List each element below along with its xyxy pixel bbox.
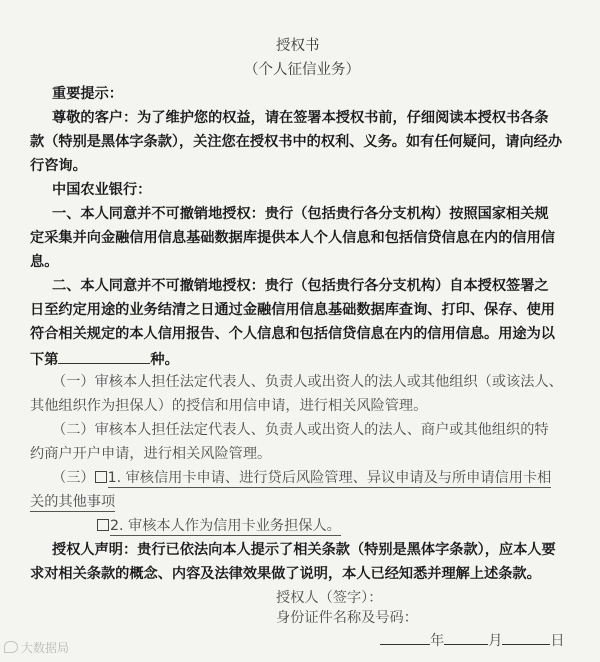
purpose-3-prefix: （三） — [52, 470, 95, 486]
year-label: 年 — [430, 633, 445, 649]
option-1-text-cont: 关的其他事项 — [30, 494, 116, 510]
clause-2-purpose-line — [30, 348, 179, 370]
date-line — [380, 629, 565, 651]
clause-2-line: 日至约定用途的业务结清之日通过金融信用信息基础数据库查询、打印、保存、使用 — [30, 302, 555, 318]
purpose-1-line: （一）审核本人担任法定代表人、负责人或出资人的法人或其他组织（或该法人、 — [52, 374, 563, 390]
id-label: 身份证件名称及号码： — [276, 610, 418, 626]
clause-1-line: 一、本人同意并不可撤销地授权：贵行（包括贵行各分支机构）按照国家相关规 — [52, 206, 549, 222]
option-1-text: 1. 审核信用卡申请、进行贷后风险管理、异议申请及与所申请信用卡相 — [107, 470, 552, 486]
purpose-2-line: （二）审核本人担任法定代表人、负责人或出资人的法人、商户或其他组织的特 — [52, 422, 549, 438]
day-blank[interactable] — [502, 629, 550, 645]
chat-bubble-icon — [4, 641, 18, 653]
addressee: 中国农业银行： — [52, 182, 152, 198]
purpose-prefix: 下第 — [30, 352, 59, 368]
notice-heading: 重要提示： — [52, 86, 123, 102]
option-2-checkbox[interactable] — [97, 519, 109, 531]
month-blank[interactable] — [444, 629, 488, 645]
option-1-checkbox[interactable] — [95, 471, 107, 483]
month-label: 月 — [488, 633, 503, 649]
document-subtitle: （个人征信业务） — [244, 62, 360, 78]
notice-line: 行咨询。 — [30, 158, 87, 174]
day-label: 日 — [550, 633, 565, 649]
notice-line: 尊敬的客户：为了维护您的权益，请在签署本授权书前，仔细阅读本授权书各条 — [52, 110, 549, 126]
clause-1-line: 定采集并向金融信用信息基础数据库提供本人个人信息和包括信贷信息在内的信用信 — [30, 230, 555, 246]
clause-2-line: 符合相关规定的本人信用报告、个人信息和包括信贷信息在内的信用信息。用途为以 — [30, 326, 555, 342]
purpose-3-option-1-cont — [30, 492, 115, 512]
purpose-1-line: 其他组织作为担保人）的授信和用信申请，进行相关风险管理。 — [30, 398, 428, 414]
signature-label: 授权人（签字）： — [276, 590, 383, 606]
watermark-text: 大数据局 — [21, 641, 70, 655]
clause-2-line: 二、本人同意并不可撤销地授权：贵行（包括贵行各分支机构）自本授权签署之 — [52, 278, 549, 294]
purpose-suffix: 种。 — [150, 352, 179, 368]
purpose-3-option-2 — [97, 516, 341, 536]
year-blank[interactable] — [380, 629, 430, 645]
purpose-2-line: 约商户开户申请，进行相关风险管理。 — [30, 446, 272, 462]
notice-line: 款（特别是黑体字条款），关注您在授权书中的权利、义务。如有任何疑问，请向经办 — [30, 134, 563, 150]
purpose-3-option-1 — [52, 468, 551, 488]
watermark — [4, 639, 69, 656]
declaration-line: 求对相关条款的概念、内容及法律效果做了说明，本人已经知悉并理解上述条款。 — [30, 566, 541, 582]
purpose-number-blank[interactable] — [58, 348, 150, 364]
clause-1-line: 息。 — [30, 254, 59, 270]
declaration-line: 授权人声明：贵行已依法向本人提示了相关条款（特别是黑体字条款），应本人要 — [52, 542, 556, 558]
option-2-text: 2. 审核本人作为信用卡业务担保人。 — [110, 518, 341, 534]
document-title: 授权书 — [276, 38, 320, 54]
